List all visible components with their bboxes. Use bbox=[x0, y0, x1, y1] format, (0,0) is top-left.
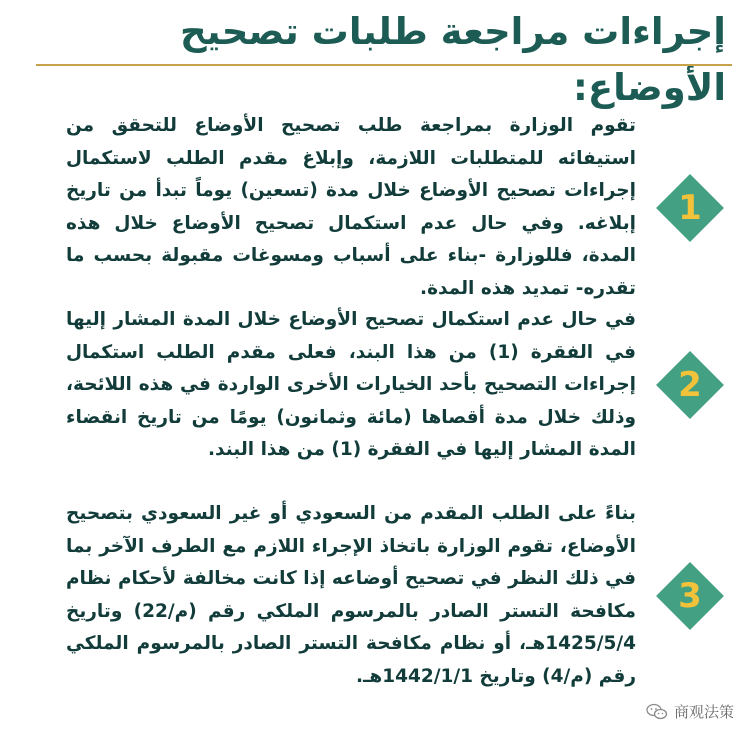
number-badge-2 bbox=[654, 349, 726, 421]
procedure-text-2: في حال عدم استكمال تصحيح الأوضاع خلال المدة المشار إليها في الفقرة (1) من هذا البند، فعلى مقدم الطلب استكمال إجراءات التصحيح بأحد الخيارات الأخرى الواردة في هذه اللائحة، وذلك خلال مدة أقصاها (مائة وثمانون) يومًا من تاريخ انقضاء المدة المشار إليها في الفقرة (1) من هذا البند. bbox=[66, 309, 636, 460]
procedure-item-2 bbox=[66, 304, 726, 467]
badge-number: 1 bbox=[678, 187, 702, 228]
watermark bbox=[646, 701, 734, 722]
procedure-item-1 bbox=[66, 110, 726, 305]
title-divider bbox=[36, 64, 732, 66]
procedure-text-3: بناءً على الطلب المقدم من السعودي أو غير السعودي بتصحيح الأوضاع، تقوم الوزارة باتخاذ الإجراء اللازم مع الطرف الآخر بما في ذلك النظر في تصحيح أوضاعه إذا كانت مخالفة لأحكام نظام مكافحة التستر الصادر بالمرسوم الملكي رقم (م/22) وتاريخ 1425/5/4هـ، أو نظام مكافحة التستر الصادر بالمرسوم الملكي رقم (م/4) وتاريخ 1442/1/1هـ. bbox=[66, 503, 637, 687]
page-title: إجراءات مراجعة طلبات تصحيح الأوضاع: bbox=[180, 10, 726, 109]
badge-number: 2 bbox=[678, 365, 702, 406]
watermark-label: 商观法策 bbox=[673, 703, 734, 721]
procedure-text-1: تقوم الوزارة بمراجعة طلب تصحيح الأوضاع للتحقق من استيفائه للمتطلبات اللازمة، وإبلاغ مقدم الطلب لاستكمال إجراءات تصحيح الأوضاع خلال مدة (تسعين) يوماً تبدأ من تاريخ إبلاغه. وفي حال عدم استكمال تصحيح الأوضاع خلال هذه المدة، فللوزارة -بناء على أسباب ومسوغات مقبولة بحسب ما تقدره- تمديد هذه المدة. bbox=[66, 115, 636, 299]
procedure-item-3 bbox=[66, 498, 726, 693]
wechat-icon bbox=[646, 703, 668, 721]
badge-number: 3 bbox=[678, 575, 702, 616]
number-badge-1 bbox=[654, 172, 726, 244]
number-badge-3 bbox=[654, 560, 726, 632]
